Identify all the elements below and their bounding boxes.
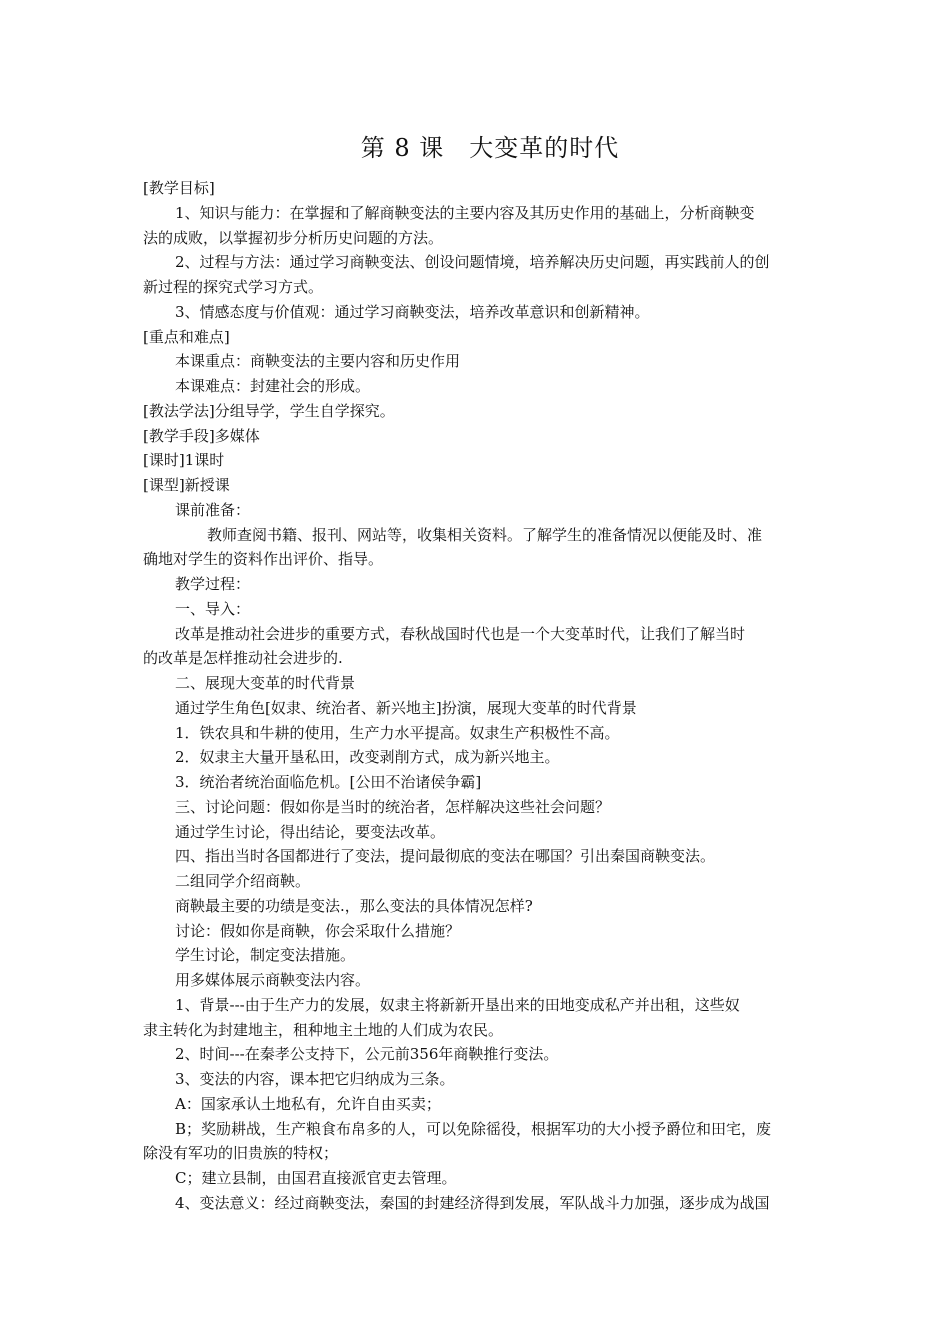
text-line: A：国家承认土地私有，允许自由买卖； bbox=[175, 1094, 441, 1113]
text-line: 讨论：假如你是商鞅，你会采取什么措施？ bbox=[175, 921, 461, 940]
text-line: 4、变法意义：经过商鞅变法，秦国的封建经济得到发展，军队战斗力加强，逐步成为战国 bbox=[175, 1193, 770, 1212]
text-line: 3．统治者统治面临危机。[公田不治诸侯争霸] bbox=[175, 773, 482, 791]
text-line: 一、导入： bbox=[175, 599, 251, 618]
text-line: C；建立县制，由国君直接派官吏去管理。 bbox=[175, 1169, 457, 1187]
text-line: 通过学生角色[奴隶、统治者、新兴地主]扮演，展现大变革的时代背景 bbox=[175, 698, 637, 717]
text-line: 二组同学介绍商鞅。 bbox=[175, 872, 311, 890]
text-line: 2、时间---在秦孝公支持下，公元前356年商鞅推行变法。 bbox=[175, 1045, 559, 1064]
text-line: 1．铁农具和牛耕的使用，生产力水平提高。奴隶生产积极性不高。 bbox=[175, 723, 620, 742]
text-line: [教学目标] bbox=[143, 179, 215, 197]
text-line: 本课难点：封建社会的形成。 bbox=[175, 377, 371, 395]
text-line: 1、知识与能力：在掌握和了解商鞅变法的主要内容及其历史作用的基础上，分析商鞅变 bbox=[175, 203, 755, 222]
document-body bbox=[143, 176, 811, 1216]
text-line: 四、指出当时各国都进行了变法，提问最彻底的变法在哪国？引出秦国商鞅变法。 bbox=[175, 847, 716, 866]
text-line: B；奖励耕战，生产粮食布帛多的人，可以免除徭役，根据军功的大小授予爵位和田宅，废 bbox=[175, 1119, 772, 1138]
page-title: 第 8 课 大变革的时代 bbox=[360, 134, 620, 162]
text-line: 课前准备： bbox=[175, 500, 251, 519]
text-line: 3、变法的内容，课本把它归纳成为三条。 bbox=[175, 1070, 455, 1088]
text-line: 本课重点：商鞅变法的主要内容和历史作用 bbox=[175, 352, 461, 371]
text-line: [教学手段]多媒体 bbox=[143, 426, 260, 445]
text-line: [课型]新授课 bbox=[143, 476, 230, 494]
text-line: 除没有军功的旧贵族的特权； bbox=[143, 1144, 339, 1163]
text-line: 1、背景---由于生产力的发展，奴隶主将新新开垦出来的田地变成私产并出租，这些奴 bbox=[175, 995, 740, 1014]
text-line: 学生讨论，制定变法措施。 bbox=[175, 946, 356, 965]
text-line: 确地对学生的资料作出评价、指导。 bbox=[143, 550, 384, 569]
text-line: [课时]1课时 bbox=[143, 451, 225, 470]
text-line: [教法学法]分组导学，学生自学探究。 bbox=[143, 401, 395, 420]
text-line: [重点和难点] bbox=[143, 327, 230, 346]
text-line: 三、讨论问题：假如你是当时的统治者，怎样解决这些社会问题？ bbox=[175, 797, 611, 816]
text-line: 教学过程： bbox=[175, 575, 251, 593]
text-line: 2、过程与方法：通过学习商鞅变法、创设问题情境，培养解决历史问题，再实践前人的创 bbox=[175, 253, 770, 272]
text-line: 新过程的探究式学习方式。 bbox=[143, 278, 324, 296]
text-line: 改革是推动社会进步的重要方式，春秋战国时代也是一个大变革时代，让我们了解当时 bbox=[175, 624, 746, 643]
text-line: 商鞅最主要的功绩是变法.，那么变法的具体情况怎样? bbox=[175, 896, 533, 915]
text-line: 用多媒体展示商鞅变法内容。 bbox=[175, 971, 371, 989]
text-line: 2．奴隶主大量开垦私田，改变剥削方式，成为新兴地主。 bbox=[175, 748, 560, 767]
text-line: 隶主转化为封建地主，租种地主土地的人们成为农民。 bbox=[143, 1020, 504, 1039]
text-line: 教师查阅书籍、报刊、网站等，收集相关资料。了解学生的准备情况以便能及时、准 bbox=[207, 525, 763, 544]
text-line: 法的成败，以掌握初步分析历史问题的方法。 bbox=[143, 228, 444, 247]
text-line: 通过学生讨论，得出结论，要变法改革。 bbox=[175, 822, 446, 841]
text-line: 3、情感态度与价值观：通过学习商鞅变法，培养改革意识和创新精神。 bbox=[175, 302, 650, 321]
text-line: 二、展现大变革的时代背景 bbox=[175, 674, 356, 692]
text-line: 的改革是怎样推动社会进步的. bbox=[143, 649, 343, 668]
